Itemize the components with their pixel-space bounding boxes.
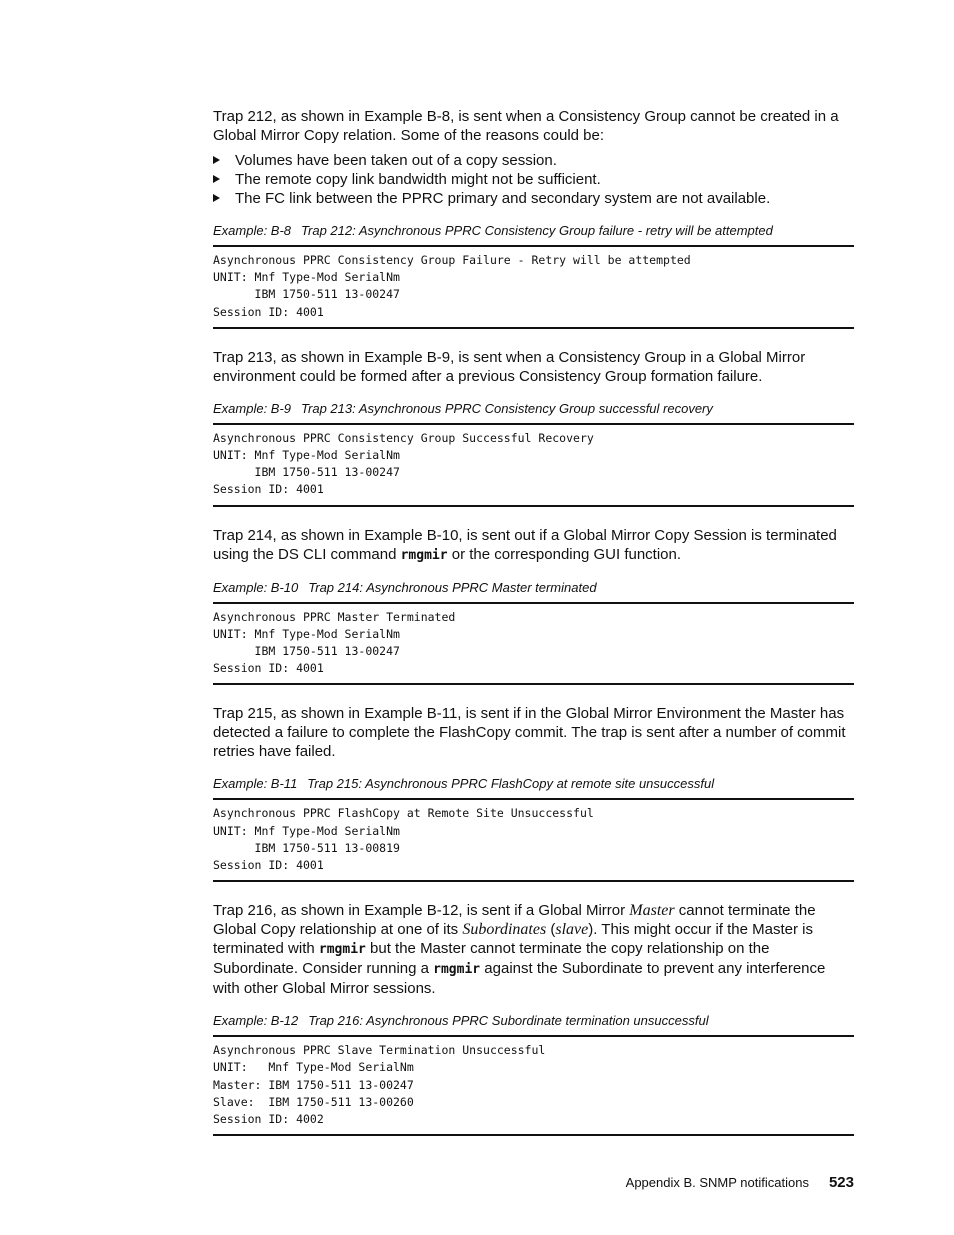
list-item: The FC link between the PPRC primary and secondary system are not available. bbox=[213, 189, 854, 208]
code-line: Slave: IBM 1750-511 13-00260 bbox=[213, 1094, 414, 1109]
example-b8-code bbox=[213, 245, 854, 329]
code-line: Asynchronous PPRC Consistency Group Failure - Retry will be attempted bbox=[213, 253, 691, 267]
bullet-triangle-icon bbox=[213, 175, 220, 183]
code-line: IBM 1750-511 13-00247 bbox=[213, 465, 400, 480]
example-b8-caption: Example: B-8 Trap 212: Asynchronous PPRC Consistency Group failure - retry will be attempted bbox=[213, 223, 773, 238]
page-content bbox=[213, 107, 854, 1136]
command-text: rmgmir bbox=[400, 547, 448, 563]
list-item: Volumes have been taken out of a copy session. bbox=[213, 151, 854, 170]
code-line: Session ID: 4001 bbox=[213, 304, 324, 319]
code-line: UNIT: Mnf Type-Mod SerialNm bbox=[213, 448, 400, 463]
example-b9-code bbox=[213, 423, 854, 507]
code-line: UNIT: Mnf Type-Mod SerialNm bbox=[213, 1060, 414, 1075]
page-number: 523 bbox=[828, 1174, 854, 1191]
example-b12-code bbox=[213, 1035, 854, 1136]
example-b12-caption: Example: B-12 Trap 216: Asynchronous PPRC Subordinate termination unsuccessful bbox=[213, 1013, 709, 1029]
paragraph-trap-213: Trap 213, as shown in Example B-9, is sent when a Consistency Group in a Global Mirror environment could be formed after a previous Consistency Group formation failure. bbox=[213, 348, 806, 385]
code-line: UNIT: Mnf Type-Mod SerialNm bbox=[213, 823, 400, 838]
code-line: IBM 1750-511 13-00247 bbox=[213, 287, 400, 302]
code-line: Asynchronous PPRC FlashCopy at Remote Site Unsuccessful bbox=[213, 806, 594, 821]
footer-section-title: Appendix B. SNMP notifications bbox=[625, 1175, 809, 1190]
code-line: Asynchronous PPRC Consistency Group Successful Recovery bbox=[213, 430, 594, 445]
example-b11-caption: Example: B-11 Trap 215: Asynchronous PPRC FlashCopy at remote site unsuccessful bbox=[213, 776, 715, 792]
paragraph-trap-216: Trap 216, as shown in Example B-12, is sent if a Global Mirror Master cannot terminate the Global Copy relationship at one of its Subordinates (slave). This might occur if the Master is terminated with rmgmir but the Master cannot terminate the copy relationship on the Subordinate. Consider running a rmgmir against the Subordinate to prevent any interference with other Global Mirror sessions. bbox=[213, 902, 826, 998]
code-line: UNIT: Mnf Type-Mod SerialNm bbox=[213, 270, 400, 285]
code-line: Master: IBM 1750-511 13-00247 bbox=[213, 1077, 414, 1092]
example-b10-code bbox=[213, 602, 854, 686]
example-b10-caption: Example: B-10 Trap 214: Asynchronous PPRC Master terminated bbox=[213, 579, 597, 595]
code-line: Asynchronous PPRC Slave Termination Unsuccessful bbox=[213, 1043, 546, 1058]
bullet-triangle-icon bbox=[213, 194, 220, 202]
command-text: rmgmir bbox=[433, 962, 481, 978]
code-line: Session ID: 4001 bbox=[213, 661, 324, 676]
code-line: IBM 1750-511 13-00819 bbox=[213, 840, 400, 855]
example-b11-code bbox=[213, 798, 854, 882]
code-line: IBM 1750-511 13-00247 bbox=[213, 644, 400, 659]
list-item: The remote copy link bandwidth might not be sufficient. bbox=[213, 170, 854, 189]
bullet-triangle-icon bbox=[213, 156, 220, 164]
code-line: Session ID: 4001 bbox=[213, 482, 324, 497]
reasons-list bbox=[213, 151, 854, 208]
code-line: UNIT: Mnf Type-Mod SerialNm bbox=[213, 626, 400, 641]
paragraph-trap-215: Trap 215, as shown in Example B-11, is sent if in the Global Mirror Environment the Master has detected a failure to complete the FlashCopy commit. The trap is sent after a number of commit retries have failed. bbox=[213, 705, 846, 761]
code-line: Asynchronous PPRC Master Terminated bbox=[213, 609, 456, 624]
code-line: Session ID: 4002 bbox=[213, 1112, 324, 1127]
paragraph-trap-212: Trap 212, as shown in Example B-8, is sent when a Consistency Group cannot be created in a Global Mirror Copy relation. Some of the reasons could be: bbox=[213, 108, 839, 144]
paragraph-trap-214: Trap 214, as shown in Example B-10, is sent out if a Global Mirror Copy Session is terminated using the DS CLI command rmgmir or the corresponding GUI function. bbox=[213, 526, 837, 563]
code-line: Session ID: 4001 bbox=[213, 858, 324, 873]
example-b9-caption: Example: B-9 Trap 213: Asynchronous PPRC Consistency Group successful recovery bbox=[213, 400, 713, 416]
command-text: rmgmir bbox=[318, 942, 366, 958]
page-footer bbox=[626, 1174, 854, 1191]
